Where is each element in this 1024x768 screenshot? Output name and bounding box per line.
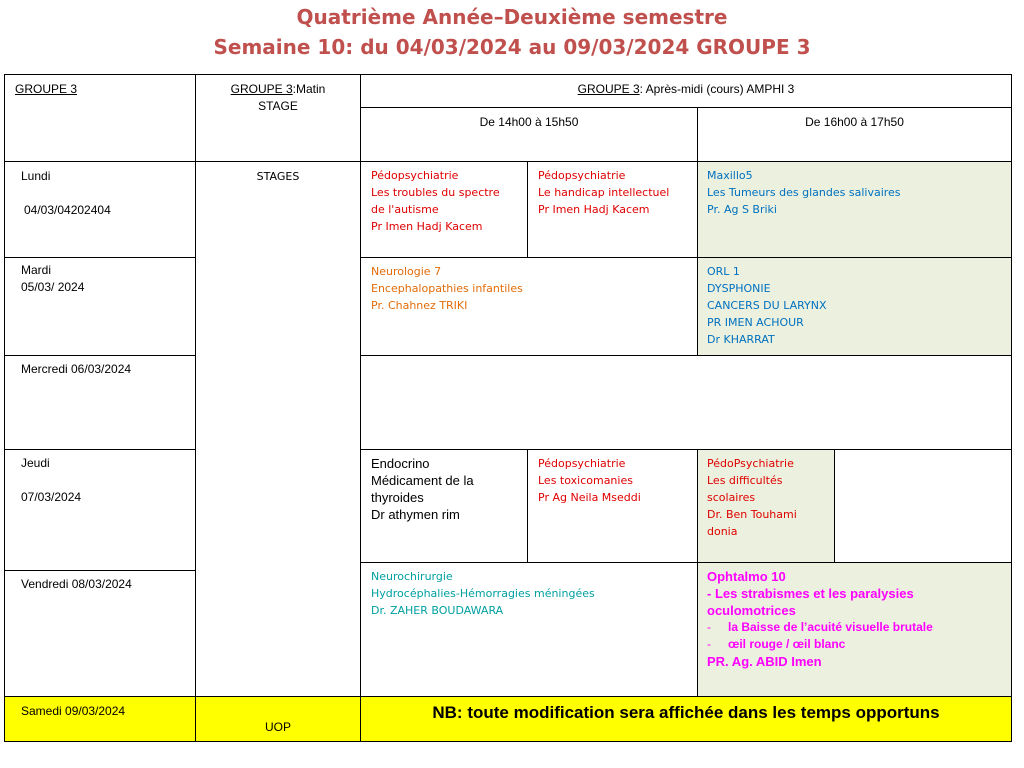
samedi-note-cell — [360, 696, 1012, 742]
jeudi-course-2-text: Pédopsychiatrie Les toxicomanies Pr Ag Neila Mseddi — [538, 457, 641, 504]
header-morning-stage: STAGE — [258, 99, 298, 113]
jeudi-empty — [834, 449, 1012, 563]
jeudi-course-1 — [360, 449, 528, 563]
mardi-course-2-text: ORL 1 DYSPHONIE CANCERS DU LARYNX PR IMEN ACHOUR Dr KHARRAT — [707, 265, 827, 346]
mardi-course-1 — [360, 257, 698, 356]
lundi-course-1-text: Pédopsychiatrie Les troubles du spectre de l'autisme Pr Imen Hadj Kacem — [371, 169, 500, 233]
header-group-cell — [4, 74, 196, 162]
mercredi-empty — [360, 355, 1012, 450]
day-lundi — [4, 161, 196, 258]
header-morning-group: GROUPE 3 — [230, 82, 293, 96]
vendredi-course-2 — [697, 562, 1012, 697]
slot-1-label: De 14h00 à 15h50 — [479, 115, 579, 129]
lundi-course-2 — [527, 161, 698, 258]
header-afternoon-cell — [360, 74, 1012, 108]
mardi-course-1-text: Neurologie 7 Encephalopathies infantiles Pr. Chahnez TRIKI — [371, 265, 523, 312]
ophtalmo-prof: PR. Ag. ABID Imen — [707, 654, 822, 669]
day-mardi-label: Mardi 05/03/ 2024 — [21, 263, 85, 294]
day-vendredi — [4, 570, 196, 697]
mardi-course-2 — [697, 257, 1012, 356]
day-mercredi-label: Mercredi 06/03/2024 — [21, 362, 132, 376]
day-lundi-label: Lundi — [21, 169, 51, 183]
header-morning-cell — [195, 74, 361, 162]
slot-2-header — [697, 107, 1012, 162]
jeudi-course-3 — [697, 449, 835, 563]
morning-stages-cell — [195, 161, 361, 697]
jeudi-course-2 — [527, 449, 698, 563]
bullet-dash-icon: - — [707, 637, 711, 651]
day-jeudi — [4, 449, 196, 571]
vendredi-course-1-text: Neurochirurgie Hydrocéphalies-Hémorragies méningées Dr. ZAHER BOUDAWARA — [371, 570, 595, 617]
day-mardi — [4, 257, 196, 356]
page-subtitle: Semaine 10: du 04/03/2024 au 09/03/2024 GROUPE 3 — [213, 35, 811, 59]
day-vendredi-label: Vendredi 08/03/2024 — [21, 577, 132, 591]
header-afternoon-group: GROUPE 3 — [577, 82, 640, 96]
day-jeudi-label: Jeudi — [21, 456, 50, 470]
bullet-dash-icon: - — [707, 620, 711, 634]
header-group-label: GROUPE 3 — [15, 82, 78, 96]
vendredi-course-1 — [360, 562, 698, 697]
lundi-course-1 — [360, 161, 528, 258]
lundi-course-2-text: Pédopsychiatrie Le handicap intellectuel Pr Imen Hadj Kacem — [538, 169, 670, 216]
slot-2-label: De 16h00 à 17h50 — [805, 115, 904, 129]
jeudi-course-3-text: PédoPsychiatrie Les difficultés scolaires Dr. Ben Touhami donia — [707, 457, 797, 538]
day-lundi-date: 04/03/04202404 — [24, 203, 111, 217]
ophtalmo-item-2: la Baisse de l’acuité visuelle brutale — [728, 620, 933, 634]
day-samedi — [4, 696, 196, 742]
day-samedi-label: Samedi 09/03/2024 — [21, 704, 126, 718]
header-morning-rest: :Matin — [292, 82, 326, 96]
ophtalmo-title: Ophtalmo 10 — [707, 569, 786, 584]
header-afternoon-rest: : Après-midi (cours) AMPHI 3 — [639, 82, 795, 96]
lundi-course-3 — [697, 161, 1012, 258]
morning-uop-cell — [195, 696, 361, 742]
ophtalmo-item-3: œil rouge / œil blanc — [728, 637, 846, 651]
day-jeudi-date: 07/03/2024 — [21, 490, 82, 504]
ophtalmo-item-1: - Les strabismes et les paralysies oculomotrices — [707, 586, 914, 618]
morning-uop-label: UOP — [264, 720, 291, 734]
slot-1-header — [360, 107, 698, 162]
day-mercredi — [4, 355, 196, 450]
morning-stages-label: STAGES — [256, 170, 300, 183]
lundi-course-3-text: Maxillo5 Les Tumeurs des glandes salivaires Pr. Ag S Briki — [707, 169, 901, 216]
samedi-note: NB: toute modification sera affichée dans les temps opportuns — [432, 703, 940, 722]
page-title: Quatrième Année–Deuxième semestre — [296, 5, 728, 29]
jeudi-course-1-text: Endocrino Médicament de la thyroides Dr athymen rim — [371, 456, 474, 522]
